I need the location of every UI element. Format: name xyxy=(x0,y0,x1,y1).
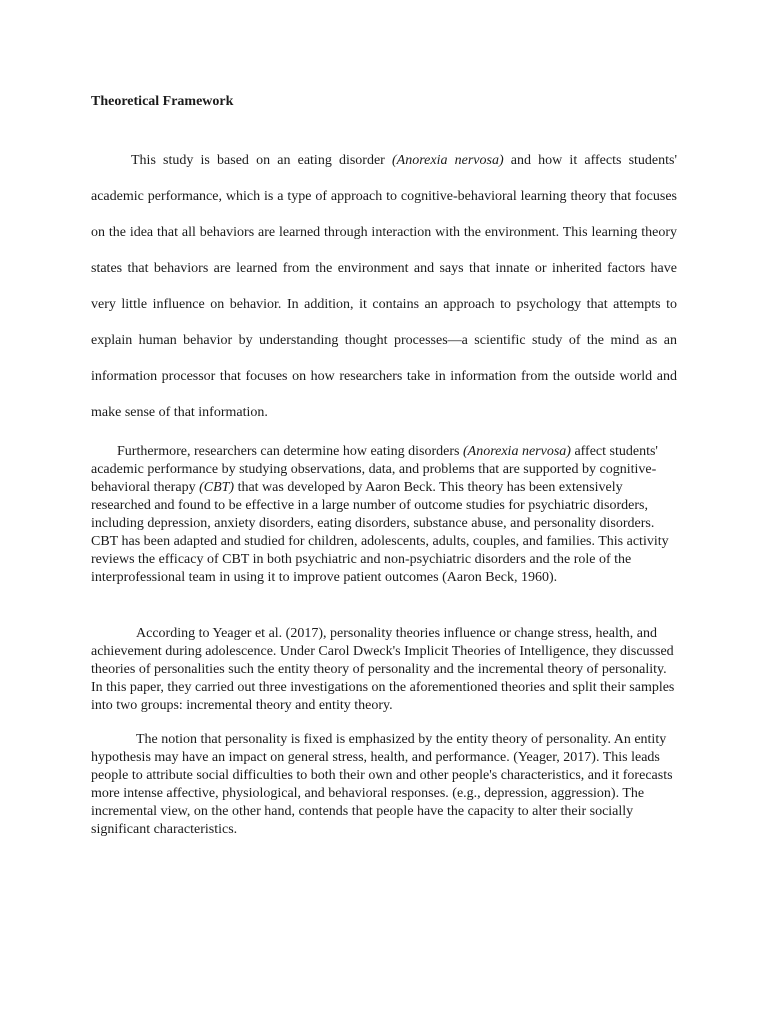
paragraph-2-italic-term-1: (Anorexia nervosa) xyxy=(462,444,571,459)
paragraph-1-italic-term: (Anorexia nervosa) xyxy=(392,153,504,168)
paragraph-yeager: According to Yeager et al. (2017), personality theories influence or change stress, health, and achievement during adolescence. Under Carol Dweck's Implicit Theories of Intelligence, they discussed theories of personalities such the entity theory of personality and the incremental theory of personality. In this paper, they carried out three investigations on the aforementioned theories and split their samples into two groups: incremental theory and entity theory. xyxy=(91,626,675,713)
paragraph-2-text-start: Furthermore, researchers can determine how eating disorders xyxy=(117,444,463,459)
paragraph-1-text-end: and how it affects students' academic performance, which is a type of approach to cognitive-behavioral learning theory that focuses on the idea that all behaviors are learned through interaction with the environment. This learning theory states that behaviors are learned from the environment and says that innate or inherited factors have very little influence on behavior. In addition, it contains an approach to psychology that attempts to explain human behavior by understanding thought processes—a scientific study of the mind as an information processor that focuses on how researchers take in information from the outside world and make sense of that information. xyxy=(91,153,677,420)
paragraph-2-italic-term-2: (CBT) xyxy=(199,480,235,495)
paragraph-entity-theory: The notion that personality is fixed is emphasized by the entity theory of personality. An entity hypothesis may have an impact on general stress, health, and performance. (Yeager, 2017). This leads people to attribute social difficulties to both their own and other people's characteristics, and it forecasts more intense affective, physiological, and behavioral responses. (e.g., depression, aggression). The incremental view, on the other hand, contends that people have the capacity to alter their socially significant characteristics. xyxy=(91,732,673,837)
paragraph-2-text-end: that was developed by Aaron Beck. This theory has been extensively researched and found to be effective in a large number of outcome studies for psychiatric disorders, including depression, anxiety disorders, eating disorders, substance abuse, and personality disorders. CBT has been adapted and studied for children, adolescents, adults, couples, and families. This activity reviews the efficacy of CBT in both psychiatric and non-psychiatric disorders and the role of the interprofessional team in using it to improve patient outcomes (Aaron Beck, 1960). xyxy=(91,480,669,585)
paragraph-study-basis xyxy=(91,143,677,431)
section-heading: Theoretical Framework xyxy=(91,94,234,109)
paragraph-cbt xyxy=(91,443,677,587)
paragraph-2-text-middle: affect students' academic performance by studying observations, data, and problems that are supported by cognitive-behavioral therapy xyxy=(91,444,658,495)
paragraph-1-text-start: This study is based on an eating disorder xyxy=(131,153,393,168)
